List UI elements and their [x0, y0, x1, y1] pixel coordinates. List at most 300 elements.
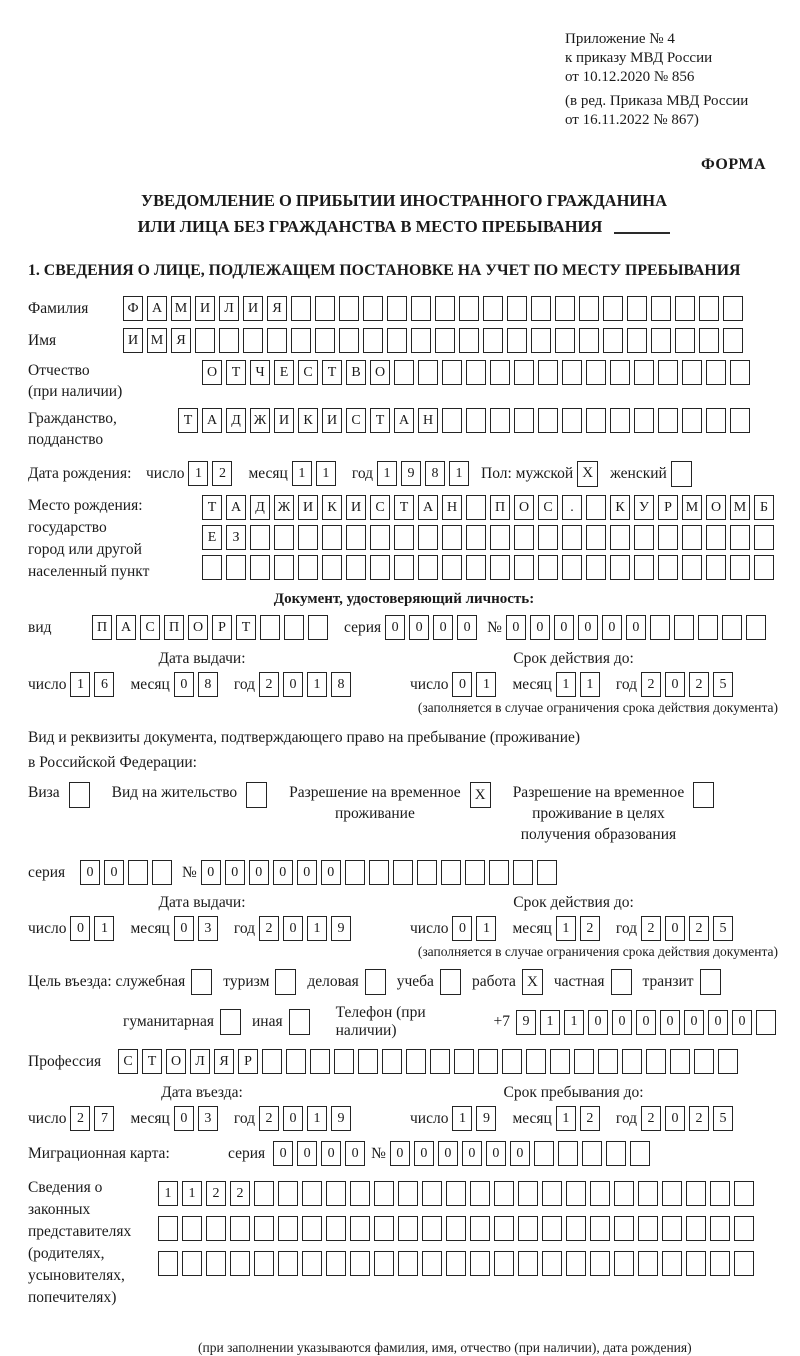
char-cell[interactable]	[622, 1049, 642, 1074]
char-cell[interactable]	[226, 555, 246, 580]
char-cell[interactable]	[459, 296, 479, 321]
char-cell[interactable]	[195, 328, 215, 353]
char-cell[interactable]: К	[610, 495, 630, 520]
char-cell[interactable]	[406, 1049, 426, 1074]
business-checkbox[interactable]	[365, 969, 386, 995]
char-cell[interactable]	[489, 860, 509, 885]
char-cell[interactable]	[387, 328, 407, 353]
char-cell[interactable]	[630, 1141, 650, 1166]
char-cell[interactable]: 0	[414, 1141, 434, 1166]
residence-series-cells[interactable]	[80, 860, 176, 885]
char-cell[interactable]	[730, 360, 750, 385]
char-cell[interactable]: С	[346, 408, 366, 433]
char-cell[interactable]	[518, 1216, 538, 1241]
char-cell[interactable]	[494, 1251, 514, 1276]
char-cell[interactable]	[686, 1181, 706, 1206]
migration-series-cells[interactable]	[273, 1141, 369, 1166]
char-cell[interactable]	[555, 296, 575, 321]
char-cell[interactable]	[363, 296, 383, 321]
char-cell[interactable]	[470, 1251, 490, 1276]
char-cell[interactable]: 0	[80, 860, 100, 885]
char-cell[interactable]	[662, 1181, 682, 1206]
char-cell[interactable]	[634, 360, 654, 385]
char-cell[interactable]	[534, 1141, 554, 1166]
char-cell[interactable]	[706, 360, 726, 385]
char-cell[interactable]: Ж	[274, 495, 294, 520]
char-cell[interactable]: 0	[438, 1141, 458, 1166]
female-checkbox[interactable]	[671, 461, 692, 487]
entry-year-cells[interactable]	[259, 1106, 355, 1131]
char-cell[interactable]	[662, 1216, 682, 1241]
birth-year-cells[interactable]	[377, 461, 473, 486]
char-cell[interactable]: С	[118, 1049, 138, 1074]
char-cell[interactable]	[430, 1049, 450, 1074]
char-cell[interactable]	[537, 860, 557, 885]
char-cell[interactable]	[483, 296, 503, 321]
char-cell[interactable]: А	[147, 296, 167, 321]
char-cell[interactable]	[454, 1049, 474, 1074]
char-cell[interactable]	[274, 525, 294, 550]
char-cell[interactable]: Я	[171, 328, 191, 353]
char-cell[interactable]	[441, 860, 461, 885]
residence-issue-day-cells[interactable]	[70, 916, 118, 941]
char-cell[interactable]	[230, 1251, 250, 1276]
char-cell[interactable]: 0	[665, 672, 685, 697]
char-cell[interactable]: 0	[297, 860, 317, 885]
char-cell[interactable]: 1	[158, 1181, 178, 1206]
char-cell[interactable]: 1	[540, 1010, 560, 1035]
char-cell[interactable]	[466, 495, 486, 520]
char-cell[interactable]: 0	[273, 1141, 293, 1166]
phone-cells[interactable]	[516, 1010, 780, 1035]
char-cell[interactable]: 2	[580, 1106, 600, 1131]
char-cell[interactable]	[478, 1049, 498, 1074]
char-cell[interactable]	[230, 1216, 250, 1241]
char-cell[interactable]: 0	[174, 1106, 194, 1131]
char-cell[interactable]	[182, 1216, 202, 1241]
char-cell[interactable]: 1	[307, 1106, 327, 1131]
char-cell[interactable]	[398, 1181, 418, 1206]
char-cell[interactable]: 1	[556, 916, 576, 941]
identity-valid-month-cells[interactable]	[556, 672, 604, 697]
char-cell[interactable]	[627, 296, 647, 321]
char-cell[interactable]	[513, 860, 533, 885]
char-cell[interactable]: И	[322, 408, 342, 433]
tourism-checkbox[interactable]	[275, 969, 296, 995]
char-cell[interactable]	[494, 1181, 514, 1206]
char-cell[interactable]	[538, 408, 558, 433]
stay-day-cells[interactable]	[452, 1106, 500, 1131]
char-cell[interactable]	[446, 1181, 466, 1206]
char-cell[interactable]	[466, 360, 486, 385]
char-cell[interactable]	[326, 1181, 346, 1206]
char-cell[interactable]	[590, 1251, 610, 1276]
char-cell[interactable]: 8	[198, 672, 218, 697]
char-cell[interactable]	[345, 860, 365, 885]
char-cell[interactable]	[586, 495, 606, 520]
char-cell[interactable]	[722, 615, 742, 640]
char-cell[interactable]: О	[188, 615, 208, 640]
char-cell[interactable]: А	[202, 408, 222, 433]
char-cell[interactable]: А	[116, 615, 136, 640]
char-cell[interactable]: Т	[202, 495, 222, 520]
char-cell[interactable]: И	[346, 495, 366, 520]
char-cell[interactable]	[699, 296, 719, 321]
char-cell[interactable]	[490, 408, 510, 433]
char-cell[interactable]	[494, 1216, 514, 1241]
char-cell[interactable]	[442, 555, 462, 580]
char-cell[interactable]: 1	[70, 672, 90, 697]
char-cell[interactable]: Я	[267, 296, 287, 321]
char-cell[interactable]	[558, 1141, 578, 1166]
char-cell[interactable]	[374, 1181, 394, 1206]
char-cell[interactable]	[370, 555, 390, 580]
char-cell[interactable]: 1	[307, 916, 327, 941]
char-cell[interactable]: М	[730, 495, 750, 520]
char-cell[interactable]: 0	[104, 860, 124, 885]
char-cell[interactable]: 9	[516, 1010, 536, 1035]
profession-cells[interactable]	[118, 1049, 742, 1074]
char-cell[interactable]	[694, 1049, 714, 1074]
char-cell[interactable]: 5	[713, 672, 733, 697]
char-cell[interactable]	[422, 1251, 442, 1276]
char-cell[interactable]	[339, 328, 359, 353]
char-cell[interactable]	[682, 408, 702, 433]
char-cell[interactable]: Н	[418, 408, 438, 433]
char-cell[interactable]	[278, 1216, 298, 1241]
given-name-cells[interactable]	[123, 328, 747, 353]
char-cell[interactable]	[606, 1141, 626, 1166]
char-cell[interactable]	[699, 328, 719, 353]
char-cell[interactable]	[394, 360, 414, 385]
char-cell[interactable]	[465, 860, 485, 885]
char-cell[interactable]	[586, 360, 606, 385]
other-checkbox[interactable]	[289, 1009, 310, 1035]
char-cell[interactable]	[566, 1181, 586, 1206]
char-cell[interactable]	[298, 525, 318, 550]
char-cell[interactable]	[723, 296, 743, 321]
char-cell[interactable]: 2	[230, 1181, 250, 1206]
char-cell[interactable]	[466, 555, 486, 580]
char-cell[interactable]: Я	[214, 1049, 234, 1074]
char-cell[interactable]: К	[298, 408, 318, 433]
char-cell[interactable]	[417, 860, 437, 885]
birth-place-row1-cells[interactable]	[202, 495, 778, 520]
char-cell[interactable]	[302, 1181, 322, 1206]
surname-cells[interactable]	[123, 296, 747, 321]
char-cell[interactable]	[734, 1216, 754, 1241]
char-cell[interactable]	[531, 296, 551, 321]
char-cell[interactable]: 0	[409, 615, 429, 640]
char-cell[interactable]: 1	[556, 672, 576, 697]
char-cell[interactable]	[350, 1251, 370, 1276]
char-cell[interactable]	[374, 1216, 394, 1241]
char-cell[interactable]	[302, 1216, 322, 1241]
char-cell[interactable]: 0	[321, 1141, 341, 1166]
char-cell[interactable]: 0	[732, 1010, 752, 1035]
char-cell[interactable]: 0	[462, 1141, 482, 1166]
char-cell[interactable]: 0	[283, 672, 303, 697]
char-cell[interactable]: И	[123, 328, 143, 353]
char-cell[interactable]: 0	[684, 1010, 704, 1035]
char-cell[interactable]: 9	[331, 916, 351, 941]
char-cell[interactable]	[369, 860, 389, 885]
char-cell[interactable]	[550, 1049, 570, 1074]
char-cell[interactable]: 1	[580, 672, 600, 697]
char-cell[interactable]	[219, 328, 239, 353]
char-cell[interactable]	[394, 525, 414, 550]
residence-valid-day-cells[interactable]	[452, 916, 500, 941]
identity-number-cells[interactable]	[506, 615, 770, 640]
char-cell[interactable]	[398, 1216, 418, 1241]
char-cell[interactable]	[610, 555, 630, 580]
char-cell[interactable]: 7	[94, 1106, 114, 1131]
char-cell[interactable]: А	[418, 495, 438, 520]
identity-valid-year-cells[interactable]	[641, 672, 737, 697]
char-cell[interactable]	[706, 555, 726, 580]
char-cell[interactable]: К	[322, 495, 342, 520]
char-cell[interactable]	[562, 408, 582, 433]
char-cell[interactable]: 9	[476, 1106, 496, 1131]
char-cell[interactable]: 0	[665, 1106, 685, 1131]
char-cell[interactable]: 1	[452, 1106, 472, 1131]
char-cell[interactable]	[363, 328, 383, 353]
char-cell[interactable]: 2	[70, 1106, 90, 1131]
char-cell[interactable]: М	[682, 495, 702, 520]
study-checkbox[interactable]	[440, 969, 461, 995]
char-cell[interactable]	[490, 360, 510, 385]
char-cell[interactable]	[418, 525, 438, 550]
char-cell[interactable]: О	[202, 360, 222, 385]
residence-number-cells[interactable]	[201, 860, 561, 885]
char-cell[interactable]: 2	[641, 916, 661, 941]
char-cell[interactable]	[446, 1251, 466, 1276]
char-cell[interactable]: Р	[212, 615, 232, 640]
char-cell[interactable]: М	[171, 296, 191, 321]
char-cell[interactable]: 0	[486, 1141, 506, 1166]
temp-residence-checkbox[interactable]: X	[470, 782, 491, 808]
residence-permit-checkbox[interactable]	[246, 782, 267, 808]
char-cell[interactable]	[267, 328, 287, 353]
char-cell[interactable]	[610, 408, 630, 433]
char-cell[interactable]	[442, 408, 462, 433]
char-cell[interactable]: 0	[665, 916, 685, 941]
char-cell[interactable]: Д	[226, 408, 246, 433]
char-cell[interactable]: 2	[689, 1106, 709, 1131]
char-cell[interactable]	[562, 360, 582, 385]
char-cell[interactable]	[442, 525, 462, 550]
char-cell[interactable]	[152, 860, 172, 885]
char-cell[interactable]	[658, 408, 678, 433]
char-cell[interactable]	[526, 1049, 546, 1074]
legal-rep-row3-cells[interactable]	[158, 1251, 758, 1276]
char-cell[interactable]: Т	[236, 615, 256, 640]
char-cell[interactable]: З	[226, 525, 246, 550]
char-cell[interactable]	[614, 1216, 634, 1241]
char-cell[interactable]	[686, 1251, 706, 1276]
char-cell[interactable]: 0	[283, 1106, 303, 1131]
char-cell[interactable]	[470, 1181, 490, 1206]
char-cell[interactable]: М	[147, 328, 167, 353]
char-cell[interactable]	[579, 296, 599, 321]
humanitarian-checkbox[interactable]	[220, 1009, 241, 1035]
char-cell[interactable]	[682, 360, 702, 385]
char-cell[interactable]	[627, 328, 647, 353]
char-cell[interactable]	[542, 1181, 562, 1206]
char-cell[interactable]	[158, 1216, 178, 1241]
char-cell[interactable]: Т	[322, 360, 342, 385]
char-cell[interactable]	[555, 328, 575, 353]
char-cell[interactable]	[710, 1251, 730, 1276]
stay-year-cells[interactable]	[641, 1106, 737, 1131]
char-cell[interactable]: 2	[689, 916, 709, 941]
char-cell[interactable]: 0	[70, 916, 90, 941]
char-cell[interactable]	[459, 328, 479, 353]
char-cell[interactable]: О	[166, 1049, 186, 1074]
char-cell[interactable]	[634, 525, 654, 550]
migration-number-cells[interactable]	[390, 1141, 654, 1166]
char-cell[interactable]	[514, 360, 534, 385]
char-cell[interactable]	[260, 615, 280, 640]
identity-kind-cells[interactable]	[92, 615, 332, 640]
char-cell[interactable]	[514, 555, 534, 580]
char-cell[interactable]	[650, 615, 670, 640]
char-cell[interactable]	[710, 1216, 730, 1241]
char-cell[interactable]	[411, 328, 431, 353]
char-cell[interactable]	[286, 1049, 306, 1074]
work-checkbox[interactable]: X	[522, 969, 543, 995]
char-cell[interactable]: А	[394, 408, 414, 433]
char-cell[interactable]	[435, 328, 455, 353]
char-cell[interactable]: Р	[238, 1049, 258, 1074]
char-cell[interactable]: 0	[390, 1141, 410, 1166]
char-cell[interactable]: И	[298, 495, 318, 520]
char-cell[interactable]	[610, 525, 630, 550]
char-cell[interactable]	[514, 525, 534, 550]
char-cell[interactable]: 1	[449, 461, 469, 486]
char-cell[interactable]	[518, 1251, 538, 1276]
char-cell[interactable]: 2	[641, 1106, 661, 1131]
char-cell[interactable]: 0	[452, 916, 472, 941]
char-cell[interactable]	[562, 555, 582, 580]
char-cell[interactable]: В	[346, 360, 366, 385]
char-cell[interactable]: У	[634, 495, 654, 520]
char-cell[interactable]	[754, 555, 774, 580]
char-cell[interactable]	[346, 555, 366, 580]
char-cell[interactable]	[638, 1181, 658, 1206]
char-cell[interactable]: Р	[658, 495, 678, 520]
char-cell[interactable]	[350, 1181, 370, 1206]
char-cell[interactable]	[586, 408, 606, 433]
char-cell[interactable]: П	[164, 615, 184, 640]
char-cell[interactable]: Е	[274, 360, 294, 385]
char-cell[interactable]: 0	[612, 1010, 632, 1035]
char-cell[interactable]	[262, 1049, 282, 1074]
char-cell[interactable]	[422, 1181, 442, 1206]
char-cell[interactable]: 0	[554, 615, 574, 640]
char-cell[interactable]	[646, 1049, 666, 1074]
char-cell[interactable]	[582, 1141, 602, 1166]
char-cell[interactable]	[502, 1049, 522, 1074]
char-cell[interactable]	[202, 555, 222, 580]
char-cell[interactable]: 2	[259, 672, 279, 697]
char-cell[interactable]: О	[706, 495, 726, 520]
char-cell[interactable]	[254, 1181, 274, 1206]
char-cell[interactable]	[723, 328, 743, 353]
char-cell[interactable]	[538, 525, 558, 550]
char-cell[interactable]	[206, 1251, 226, 1276]
char-cell[interactable]	[326, 1216, 346, 1241]
residence-issue-month-cells[interactable]	[174, 916, 222, 941]
entry-day-cells[interactable]	[70, 1106, 118, 1131]
char-cell[interactable]: А	[226, 495, 246, 520]
char-cell[interactable]	[302, 1251, 322, 1276]
char-cell[interactable]	[326, 1251, 346, 1276]
birth-place-row2-cells[interactable]	[202, 525, 778, 550]
char-cell[interactable]	[682, 525, 702, 550]
char-cell[interactable]	[603, 328, 623, 353]
char-cell[interactable]	[634, 555, 654, 580]
char-cell[interactable]: 0	[506, 615, 526, 640]
char-cell[interactable]	[394, 555, 414, 580]
official-checkbox[interactable]	[191, 969, 212, 995]
char-cell[interactable]	[442, 360, 462, 385]
char-cell[interactable]	[675, 328, 695, 353]
char-cell[interactable]: 1	[182, 1181, 202, 1206]
char-cell[interactable]: 0	[174, 916, 194, 941]
char-cell[interactable]: 8	[425, 461, 445, 486]
char-cell[interactable]: Л	[190, 1049, 210, 1074]
char-cell[interactable]: О	[514, 495, 534, 520]
char-cell[interactable]	[698, 615, 718, 640]
char-cell[interactable]	[514, 408, 534, 433]
char-cell[interactable]: 2	[580, 916, 600, 941]
char-cell[interactable]	[382, 1049, 402, 1074]
char-cell[interactable]	[370, 525, 390, 550]
char-cell[interactable]: 1	[377, 461, 397, 486]
char-cell[interactable]	[638, 1216, 658, 1241]
char-cell[interactable]: С	[298, 360, 318, 385]
char-cell[interactable]	[754, 525, 774, 550]
private-checkbox[interactable]	[611, 969, 632, 995]
char-cell[interactable]: Ж	[250, 408, 270, 433]
char-cell[interactable]	[374, 1251, 394, 1276]
char-cell[interactable]: 5	[713, 1106, 733, 1131]
char-cell[interactable]	[574, 1049, 594, 1074]
char-cell[interactable]	[470, 1216, 490, 1241]
char-cell[interactable]: 2	[641, 672, 661, 697]
char-cell[interactable]: Т	[370, 408, 390, 433]
char-cell[interactable]: 1	[94, 916, 114, 941]
char-cell[interactable]: 2	[206, 1181, 226, 1206]
char-cell[interactable]	[590, 1216, 610, 1241]
char-cell[interactable]	[158, 1251, 178, 1276]
char-cell[interactable]	[634, 408, 654, 433]
char-cell[interactable]	[490, 525, 510, 550]
char-cell[interactable]	[686, 1216, 706, 1241]
char-cell[interactable]	[706, 525, 726, 550]
char-cell[interactable]	[662, 1251, 682, 1276]
char-cell[interactable]: 0	[249, 860, 269, 885]
char-cell[interactable]	[278, 1181, 298, 1206]
char-cell[interactable]: Т	[226, 360, 246, 385]
char-cell[interactable]	[586, 525, 606, 550]
char-cell[interactable]	[422, 1216, 442, 1241]
char-cell[interactable]	[250, 525, 270, 550]
char-cell[interactable]	[387, 296, 407, 321]
char-cell[interactable]	[710, 1181, 730, 1206]
char-cell[interactable]: Т	[178, 408, 198, 433]
